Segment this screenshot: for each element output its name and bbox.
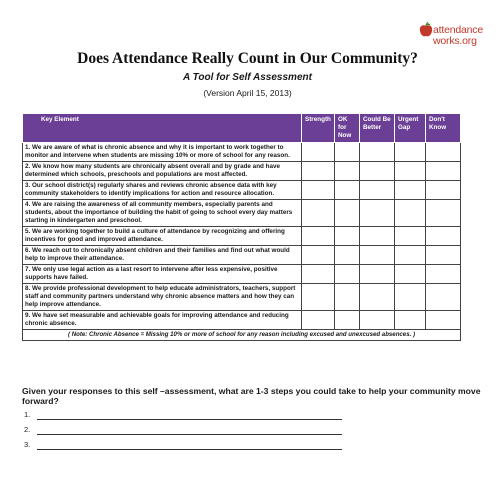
answer-line-1[interactable] <box>22 410 342 422</box>
item-number: 4. <box>25 201 31 208</box>
rating-cell-dont-know[interactable] <box>426 311 461 330</box>
item-text: We are raising the awareness of all community members, especially parents and students, about the importance of building the habit of going to school every day matters starting in kindergarten and preschool. <box>25 201 293 224</box>
answer-number: 3. <box>24 440 31 449</box>
table-row <box>23 200 461 227</box>
item-number: 3. <box>25 182 31 189</box>
item-number: 9. <box>25 312 31 319</box>
rating-cell-strength[interactable] <box>302 200 335 227</box>
rating-cell-strength[interactable] <box>302 284 335 311</box>
rating-cell-could-be-better[interactable] <box>360 200 395 227</box>
rating-cell-urgent-gap[interactable] <box>395 181 426 200</box>
rating-cell-ok-for-now[interactable] <box>335 265 360 284</box>
item-text: We are aware of what is chronic absence and why it is important to work together to monitor and intervene when students are missing 10% or more of school for any reason. <box>25 144 290 159</box>
item-text: We know how many students are chronically absent overall and by grade and have determined which schools, preschools and populations are most affected. <box>25 163 280 178</box>
key-element-cell <box>23 265 302 284</box>
rating-cell-could-be-better[interactable] <box>360 143 395 162</box>
rating-cell-urgent-gap[interactable] <box>395 162 426 181</box>
rating-cell-urgent-gap[interactable] <box>395 284 426 311</box>
rating-cell-could-be-better[interactable] <box>360 311 395 330</box>
rating-cell-could-be-better[interactable] <box>360 181 395 200</box>
answer-rule <box>37 434 342 435</box>
item-number: 2. <box>25 163 31 170</box>
answer-line-3[interactable] <box>22 440 342 452</box>
rating-cell-dont-know[interactable] <box>426 227 461 246</box>
key-element-cell <box>23 181 302 200</box>
item-number: 6. <box>25 247 31 254</box>
rating-cell-ok-for-now[interactable] <box>335 284 360 311</box>
item-text: We have set measurable and achievable goals for improving attendance and reducing chronic absence. <box>25 312 289 327</box>
rating-cell-dont-know[interactable] <box>426 162 461 181</box>
answer-number: 2. <box>24 425 31 434</box>
item-text: We provide professional development to help educate administrators, teachers, support staff and community partners understand why chronic absence matters and how they can help improve attendance. <box>25 285 296 308</box>
answer-number: 1. <box>24 410 31 419</box>
rating-cell-ok-for-now[interactable] <box>335 227 360 246</box>
table-row <box>23 181 461 200</box>
rating-cell-urgent-gap[interactable] <box>395 227 426 246</box>
item-number: 7. <box>25 266 31 273</box>
rating-cell-strength[interactable] <box>302 265 335 284</box>
item-number: 1. <box>25 144 31 151</box>
rating-cell-urgent-gap[interactable] <box>395 200 426 227</box>
note-row <box>23 330 461 341</box>
rating-cell-could-be-better[interactable] <box>360 265 395 284</box>
rating-cell-dont-know[interactable] <box>426 181 461 200</box>
table-header-row <box>23 114 461 143</box>
key-element-cell <box>23 284 302 311</box>
rating-cell-ok-for-now[interactable] <box>335 162 360 181</box>
col-header-could-be-better: Could Be Better <box>360 114 395 143</box>
rating-cell-dont-know[interactable] <box>426 284 461 311</box>
rating-cell-ok-for-now[interactable] <box>335 143 360 162</box>
key-element-cell <box>23 311 302 330</box>
table-row <box>23 284 461 311</box>
rating-cell-urgent-gap[interactable] <box>395 246 426 265</box>
rating-cell-ok-for-now[interactable] <box>335 181 360 200</box>
rating-cell-could-be-better[interactable] <box>360 246 395 265</box>
col-header-ok-for-now: OK for Now <box>335 114 360 143</box>
rating-cell-strength[interactable] <box>302 181 335 200</box>
item-text: Our school district(s) regularly shares and reviews chronic absence data with key community stakeholders to identify implications for action and resource allocation. <box>25 182 277 197</box>
rating-cell-dont-know[interactable] <box>426 200 461 227</box>
table-row <box>23 311 461 330</box>
rating-cell-ok-for-now[interactable] <box>335 246 360 265</box>
rating-cell-urgent-gap[interactable] <box>395 311 426 330</box>
rating-cell-could-be-better[interactable] <box>360 284 395 311</box>
logo-text-line1: attendance <box>433 24 483 36</box>
version-label: (Version April 15, 2013) <box>203 88 292 98</box>
apple-icon <box>418 22 434 38</box>
page-subtitle: A Tool for Self Assessment <box>183 72 312 83</box>
item-text: We are working together to build a culture of attendance by recognizing and offering incentives for good and improved attendance. <box>25 228 285 243</box>
key-element-cell <box>23 162 302 181</box>
table-row <box>23 265 461 284</box>
rating-cell-ok-for-now[interactable] <box>335 200 360 227</box>
rating-cell-could-be-better[interactable] <box>360 162 395 181</box>
answer-rule <box>37 419 342 420</box>
table-row <box>23 246 461 265</box>
rating-cell-could-be-better[interactable] <box>360 227 395 246</box>
item-text: We only use legal action as a last resort to intervene after less expensive, positive supports have failed. <box>25 266 278 281</box>
rating-cell-strength[interactable] <box>302 162 335 181</box>
col-header-dont-know: Don't Know <box>426 114 461 143</box>
rating-cell-strength[interactable] <box>302 143 335 162</box>
item-text: We reach out to chronically absent children and their families and find out what would help to improve their attendance. <box>25 247 290 262</box>
rating-cell-dont-know[interactable] <box>426 246 461 265</box>
table-row <box>23 162 461 181</box>
col-header-key-element: Key Element <box>23 114 302 143</box>
chronic-absence-note: ( Note: Chronic Absence = Missing 10% or more of school for any reason including excused and unexcused absences. ) <box>23 330 461 341</box>
table-row <box>23 143 461 162</box>
rating-cell-strength[interactable] <box>302 311 335 330</box>
next-steps-question: Given your responses to this self –assessment, what are 1-3 steps you could take to help your community move forward? <box>22 386 481 406</box>
rating-cell-urgent-gap[interactable] <box>395 265 426 284</box>
item-number: 5. <box>25 228 31 235</box>
answer-rule <box>37 449 342 450</box>
answer-line-2[interactable] <box>22 425 342 437</box>
table-row <box>23 227 461 246</box>
col-header-urgent-gap: Urgent Gap <box>395 114 426 143</box>
key-element-cell <box>23 200 302 227</box>
key-element-cell <box>23 246 302 265</box>
rating-cell-dont-know[interactable] <box>426 265 461 284</box>
logo-text-line2: works.org <box>433 35 477 47</box>
rating-cell-dont-know[interactable] <box>426 143 461 162</box>
rating-cell-strength[interactable] <box>302 246 335 265</box>
rating-cell-strength[interactable] <box>302 227 335 246</box>
key-element-cell <box>23 227 302 246</box>
rating-cell-ok-for-now[interactable] <box>335 311 360 330</box>
rating-cell-urgent-gap[interactable] <box>395 143 426 162</box>
item-number: 8. <box>25 285 31 292</box>
key-element-cell <box>23 143 302 162</box>
self-assessment-table <box>22 113 461 341</box>
col-header-strength: Strength <box>302 114 335 143</box>
page-title: Does Attendance Really Count in Our Community? <box>77 50 418 67</box>
